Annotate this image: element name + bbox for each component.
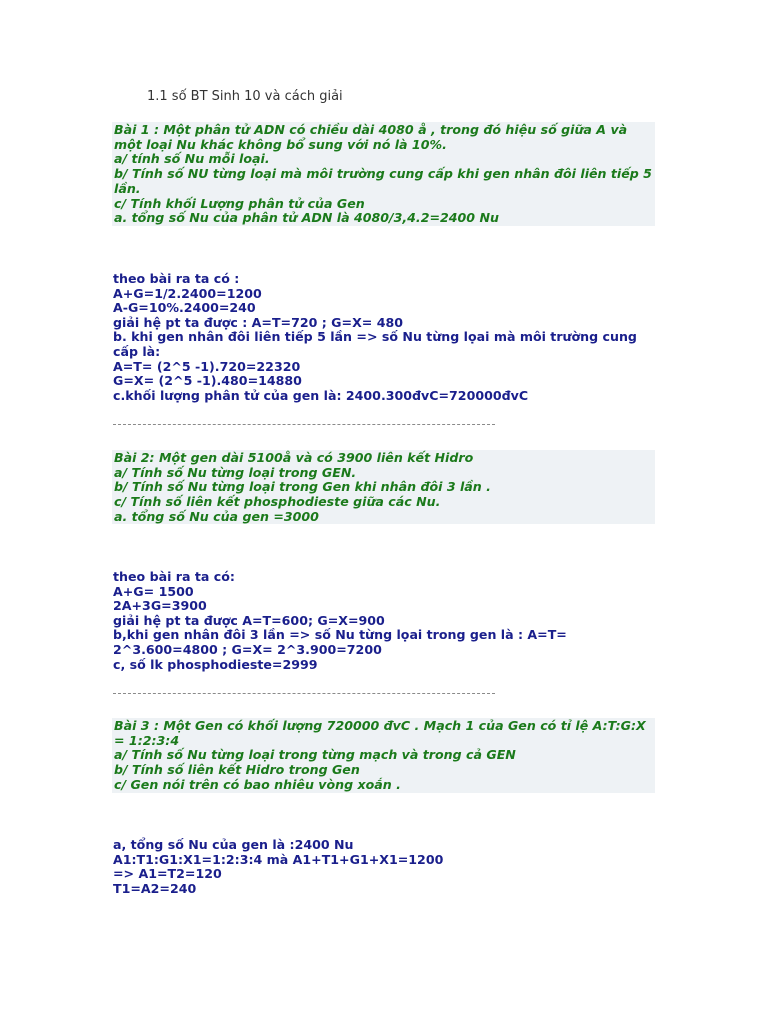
solution-line: A1:T1:G1:X1=1:2:3:4 mà A1+T1+G1+X1=1200 bbox=[113, 851, 444, 867]
problem-3-question-box bbox=[112, 718, 655, 793]
question-line: lần. bbox=[114, 180, 141, 196]
question-line: b/ Tính số Nu từng loại trong Gen khi nhân đôi 3 lần . bbox=[114, 479, 491, 495]
question-line: Bài 3 : Một Gen có khối lượng 720000 đvC . Mạch 1 của Gen có tỉ lệ A:T:G:X bbox=[114, 718, 646, 733]
solution-line: a, tổng số Nu của gen là :2400 Nu bbox=[113, 837, 354, 852]
question-line: c/ Tính khối Lượng phân tử của Gen bbox=[114, 195, 365, 211]
question-line: một loại Nu khác không bổ sung với nó là 10%. bbox=[114, 136, 447, 152]
question-line: b/ Tính số liên kết Hidro trong Gen bbox=[114, 762, 360, 778]
separator-line bbox=[113, 693, 495, 694]
solution-line: A-G=10%.2400=240 bbox=[113, 300, 256, 316]
solution-line: 2^3.600=4800 ; G=X= 2^3.900=7200 bbox=[113, 641, 382, 657]
question-line: a. tổng số Nu của phân tử ADN là 4080/3,4.2=2400 Nu bbox=[114, 210, 499, 226]
problem-2-solution bbox=[113, 570, 567, 672]
question-line: b/ Tính số NU từng loại mà môi trường cung cấp khi gen nhân đôi liên tiếp 5 bbox=[114, 166, 652, 182]
solution-line: => A1=T2=120 bbox=[113, 866, 222, 882]
solution-line: theo bài ra ta có: bbox=[113, 569, 235, 584]
problem-2-question-box bbox=[112, 450, 655, 524]
question-line: a. tổng số Nu của gen =3000 bbox=[114, 508, 319, 524]
solution-line: c, số lk phosphodieste=2999 bbox=[113, 656, 318, 672]
question-line: Bài 2: Một gen dài 5100å và có 3900 liên kết Hidro bbox=[114, 450, 474, 465]
solution-line: T1=A2=240 bbox=[113, 880, 197, 896]
question-line: c/ Tính số liên kết phosphodieste giữa các Nu. bbox=[114, 494, 441, 510]
separator-line bbox=[113, 424, 495, 425]
solution-line: cấp là: bbox=[113, 343, 161, 359]
question-line: Bài 1 : Một phân tử ADN có chiều dài 4080 å , trong đó hiệu số giữa A và bbox=[114, 122, 628, 137]
solution-line: theo bài ra ta có : bbox=[113, 271, 240, 286]
problem-1-question-box bbox=[112, 122, 655, 226]
problem-1-solution bbox=[113, 272, 637, 403]
solution-line: giải hệ pt ta được : A=T=720 ; G=X= 480 bbox=[113, 314, 404, 330]
solution-line: 2A+3G=3900 bbox=[113, 598, 207, 614]
problem-3-solution bbox=[113, 838, 443, 896]
solution-line: c.khối lượng phân tử của gen là: 2400.300đvC=720000đvC bbox=[113, 387, 529, 403]
solution-line: b. khi gen nhân đôi liên tiếp 5 lần => số Nu từng lọai mà môi trường cung bbox=[113, 329, 637, 345]
question-line: a/ tính số Nu mỗi loại. bbox=[114, 151, 270, 167]
solution-line: giải hệ pt ta được A=T=600; G=X=900 bbox=[113, 612, 385, 628]
question-line: c/ Gen nói trên có bao nhiêu vòng xoắn . bbox=[114, 776, 401, 792]
solution-line: A+G= 1500 bbox=[113, 583, 194, 599]
solution-line: A=T= (2^5 -1).720=22320 bbox=[113, 358, 301, 374]
question-line: a/ Tính số Nu từng loại trong GEN. bbox=[114, 464, 357, 480]
question-line: = 1:2:3:4 bbox=[114, 732, 180, 748]
document-title: 1.1 số BT Sinh 10 và cách giải bbox=[147, 89, 343, 104]
solution-line: A+G=1/2.2400=1200 bbox=[113, 285, 262, 301]
question-line: a/ Tính số Nu từng loại trong từng mạch và trong cả GEN bbox=[114, 747, 516, 763]
solution-line: b,khi gen nhân đôi 3 lần => số Nu từng lọai trong gen là : A=T= bbox=[113, 627, 567, 643]
solution-line: G=X= (2^5 -1).480=14880 bbox=[113, 373, 302, 389]
